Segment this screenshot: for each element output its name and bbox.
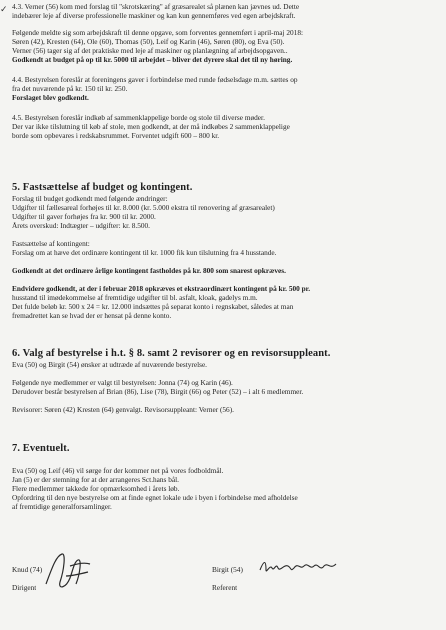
s5-line1: Forslag til budget godkendt med følgende ændringer: xyxy=(12,195,168,203)
section5-title: 5. Fastsættelse af budget og kontingent. xyxy=(12,182,193,193)
s43-line1: 4.3. Verner (56) kom med forslag til "skrotskæring" af græsarealet så plænen kan jævnes ud. Dette xyxy=(12,3,300,11)
s6-line3: Derudover består bestyrelsen af Brian (86), Lise (78), Birgit (66) og Peter (52) – i alt 6 medlemmer. xyxy=(12,388,304,396)
s45-line3: borde som opbevares i redskabsrummet. Forventet udgift 600 – 800 kr. xyxy=(12,132,220,140)
s44-line2: fra det nuværende på kr. 150 til kr. 250. xyxy=(12,85,128,93)
left-signer-role: Dirigent xyxy=(12,584,37,592)
s5-line10: Det fulde beløb kr. 500 x 24 = kr. 12.000 indsættes på separat konto i regnskabet, således at man xyxy=(12,303,294,311)
s7-line5: af fremtidige generalforsamlinger. xyxy=(12,503,112,511)
left-signer-name: Knud (74) xyxy=(12,566,43,574)
s45-line2: Der var ikke tilslutning til køb af stole, men godkendt, at der må indkøbes 2 sammenklappelige xyxy=(12,123,290,131)
s43-line2: indebærer leje af diverse professionelle maskiner og kan kun gennemføres ved egen arbejdskraft. xyxy=(12,12,296,20)
section5-heading xyxy=(12,182,192,193)
s5-line5: Fastsættelse af kontingent: xyxy=(12,240,90,248)
s43-line4: Søren (42), Kresten (64), Ole (60), Thomas (50), Leif og Karin (46), Søren (80), og Eva (50). xyxy=(12,38,285,46)
s5-line8 xyxy=(12,285,440,294)
s5-line8-text: Endvidere godkendt, at der i februar 2018 opkræves et ekstraordinært kontingent på kr. 500 pr. xyxy=(12,285,311,293)
s5-line2: Udgifter til fællesareal forhøjes til kr. 8.000 (kr. 5.000 ekstra til renovering af græsarealet) xyxy=(12,204,275,212)
right-signature-image xyxy=(258,556,340,578)
s7-line3: Flere medlemmer takkede for opmærksomhed i årets løb. xyxy=(12,485,180,493)
s44-decision: Forslaget blev godkendt. xyxy=(12,94,89,102)
s6-line4: Revisorer: Søren (42) Kresten (64) genvalgt. Revisorsuppleant: Verner (56). xyxy=(12,406,234,414)
right-signer-role: Referent xyxy=(212,584,238,592)
s5-line6: Forslag om at hæve det ordinære kontingent til kr. 1000 fik kun tilslutning fra 4 husstande. xyxy=(12,249,277,257)
s7-line4: Opfordring til den nye bestyrelse om at finde egnet lokale ude i byen i forbindelse med afholdelse xyxy=(12,494,298,502)
s43-decision: Godkendt at budget på op til kr. 5000 til arbejdet – bliver det dyrere skal det til ny høring. xyxy=(12,56,293,64)
s6-line2: Følgende nye medlemmer er valgt til bestyrelsen: Jonna (74) og Karin (46). xyxy=(12,379,233,387)
s6-line1: Eva (50) og Birgit (54) ønsker at udtræde af nuværende bestyrelse. xyxy=(12,361,208,369)
section7-heading xyxy=(12,443,70,454)
s43-line3: Følgende meldte sig som arbejdskraft til denne opgave, som forventes gennemført i april-maj 2018: xyxy=(12,29,303,37)
s5-line7: Godkendt at det ordinære årlige kontingent fastholdes på kr. 800 som snarest opkræves. xyxy=(12,267,286,275)
s7-line2: Jan (5) er der stemning for at der arrangeres Sct.hans bål. xyxy=(12,476,179,484)
s44-line1: 4.4. Bestyrelsen foreslår at foreningens gaver i forbindelse med runde fødselsdage m.m. sættes op xyxy=(12,76,298,84)
s5-line9: husstand til imødekommelse af fremtidige udgifter til bl. asfalt, kloak, gadelys m.m. xyxy=(12,294,258,302)
margin-mark: ✓ xyxy=(0,4,8,14)
s7-line1: Eva (50) og Leif (46) vil sørge for der kommer net på vores fodboldmål. xyxy=(12,467,224,475)
right-signer-name: Birgit (54) xyxy=(212,566,243,574)
section7-title: 7. Eventuelt. xyxy=(12,443,70,454)
s45-line1: 4.5. Bestyrelsen foreslår indkøb af sammenklappelige borde og stole til diverse møder. xyxy=(12,114,265,122)
s5-line3: Udgifter til gaver forhøjes fra kr. 900 til kr. 2000. xyxy=(12,213,156,221)
s43-line5: Verner (56) tager sig af det praktiske med leje af maskiner og planlægning af arbejdsopgaven.. xyxy=(12,47,288,55)
s5-line4: Årets overskud: Indtægter – udgifter: kr. 8.500. xyxy=(12,222,151,230)
left-signature-image xyxy=(40,548,100,598)
s5-line11: fremadrettet kan se hvad der er hensat på denne konto. xyxy=(12,312,172,320)
section6-heading xyxy=(12,348,331,359)
section6-title: 6. Valg af bestyrelse i h.t. § 8. samt 2 revisorer og en revisorsuppleant. xyxy=(12,348,331,359)
